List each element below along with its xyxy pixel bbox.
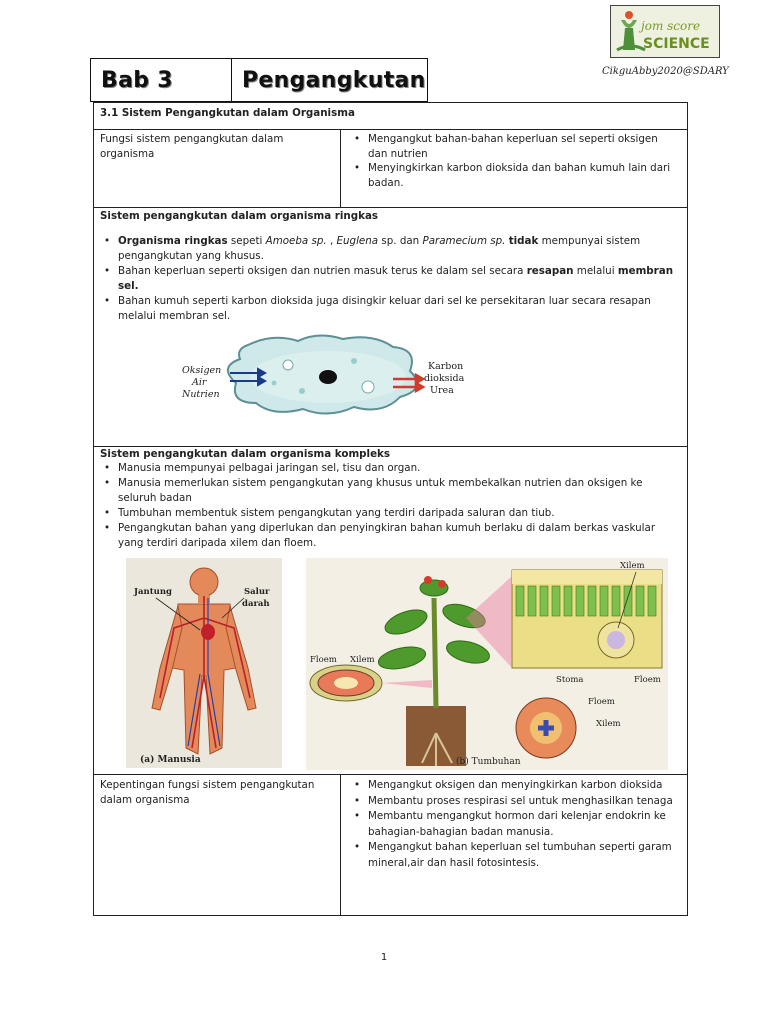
caption-tumbuhan: (b) Tumbuhan <box>456 757 521 767</box>
kepentingan-bullets <box>350 778 680 871</box>
label-floem-stem: Floem <box>310 655 337 665</box>
list-item: • Bahan kumuh seperti karbon dioksida juga disingkir keluar dari sel ke persekitaran luar secara resapan melalui membran sel. <box>100 294 680 324</box>
row-divider <box>94 774 687 775</box>
label-salur: Salur <box>244 587 270 597</box>
chapter-title-box <box>90 58 428 102</box>
row-label-fungsi: Fungsi sistem pengangkutan dalam organisma <box>100 133 284 160</box>
list-item: • Organisma ringkas sepeti Amoeba sp. , Euglena sp. dan Paramecium sp. tidak mempunyai sistem pengangkutan yang khusus. <box>100 234 680 264</box>
jom-score-science-logo <box>610 5 720 58</box>
list-item: • Membantu proses respirasi sel untuk menghasilkan tenaga <box>350 794 680 810</box>
row-divider <box>94 129 687 130</box>
column-divider <box>340 774 341 916</box>
list-item: • Menyingkirkan karbon dioksida dan bahan kumuh lain dari badan. <box>350 161 680 190</box>
list-item: • Membantu mengangkut hormon dari kelenjar endokrin ke bahagian-bahagian badan manusia. <box>350 809 680 840</box>
svg-text:SCIENCE: SCIENCE <box>643 36 710 52</box>
figure-label-dioksida: dioksida <box>424 373 465 384</box>
section-heading: Sistem pengangkutan dalam organisma kompleks <box>100 448 391 460</box>
author-credit: CikguAbby2020@SDARY <box>602 66 729 77</box>
label-xilem-leaf: Xilem <box>620 561 645 571</box>
column-divider <box>340 129 341 207</box>
row-label-kepentingan: Kepentingan fungsi sistem pengangkutan dalam organisma <box>100 779 315 806</box>
section-heading: Sistem pengangkutan dalam organisma ringkas <box>100 210 379 222</box>
figure-label-urea: Urea <box>430 385 454 396</box>
plant-vascular-figure <box>306 558 668 770</box>
label-xilem-stem: Xilem <box>350 655 375 665</box>
kompleks-bullets <box>100 461 680 551</box>
content-table <box>93 102 688 916</box>
list-item: • Manusia memerlukan sistem pengangkutan yang khusus untuk membekalkan nutrien dan oksigen ke seluruh badan <box>100 476 680 506</box>
page-number: 1 <box>380 952 388 963</box>
section-heading: 3.1 Sistem Pengangkutan dalam Organisma <box>100 107 355 119</box>
amoeba-diagram <box>178 331 478 419</box>
figure-label-nutrien: Nutrien <box>182 389 220 400</box>
chapter-title: Pengangkutan <box>242 67 426 93</box>
chapter-number: Bab 3 <box>91 59 232 101</box>
list-item: • Mengangkut oksigen dan menyingkirkan karbon dioksida <box>350 778 680 794</box>
svg-text:jom score: jom score <box>641 19 701 33</box>
list-item: • Bahan keperluan seperti oksigen dan nutrien masuk terus ke dalam sel secara resapan melalui membran sel. <box>100 264 680 294</box>
row-divider <box>94 207 687 208</box>
list-item: • Tumbuhan membentuk sistem pengangkutan yang terdiri daripada saluran dan tiub. <box>100 506 680 521</box>
label-darah: darah <box>242 599 270 609</box>
label-stoma: Stoma <box>556 675 584 685</box>
human-circulatory-figure <box>126 558 282 768</box>
label-floem-leaf: Floem <box>634 675 661 685</box>
list-item: • Mengangkut bahan-bahan keperluan sel seperti oksigen dan nutrien <box>350 132 680 161</box>
list-item: • Manusia mempunyai pelbagai jaringan sel, tisu dan organ. <box>100 461 680 476</box>
figure-label-oksigen: Oksigen <box>182 365 222 376</box>
label-xilem-root: Xilem <box>596 719 621 729</box>
label-jantung: Jantung <box>134 587 172 597</box>
fungsi-bullets <box>350 132 680 190</box>
figure-label-karbon: Karbon <box>428 361 464 372</box>
list-item: • Mengangkut bahan keperluan sel tumbuhan seperti garam mineral,air dan hasil fotosintesis. <box>350 840 680 871</box>
caption-manusia: (a) Manusia <box>140 755 201 765</box>
ringkas-bullets <box>100 234 680 324</box>
list-item: • Pengangkutan bahan yang diperlukan dan penyingkiran bahan kumuh berlaku di dalam berkas vaskular yang terdiri daripada xilem dan floem. <box>100 521 680 551</box>
label-floem-root: Floem <box>588 697 615 707</box>
figure-label-air: Air <box>192 377 207 388</box>
